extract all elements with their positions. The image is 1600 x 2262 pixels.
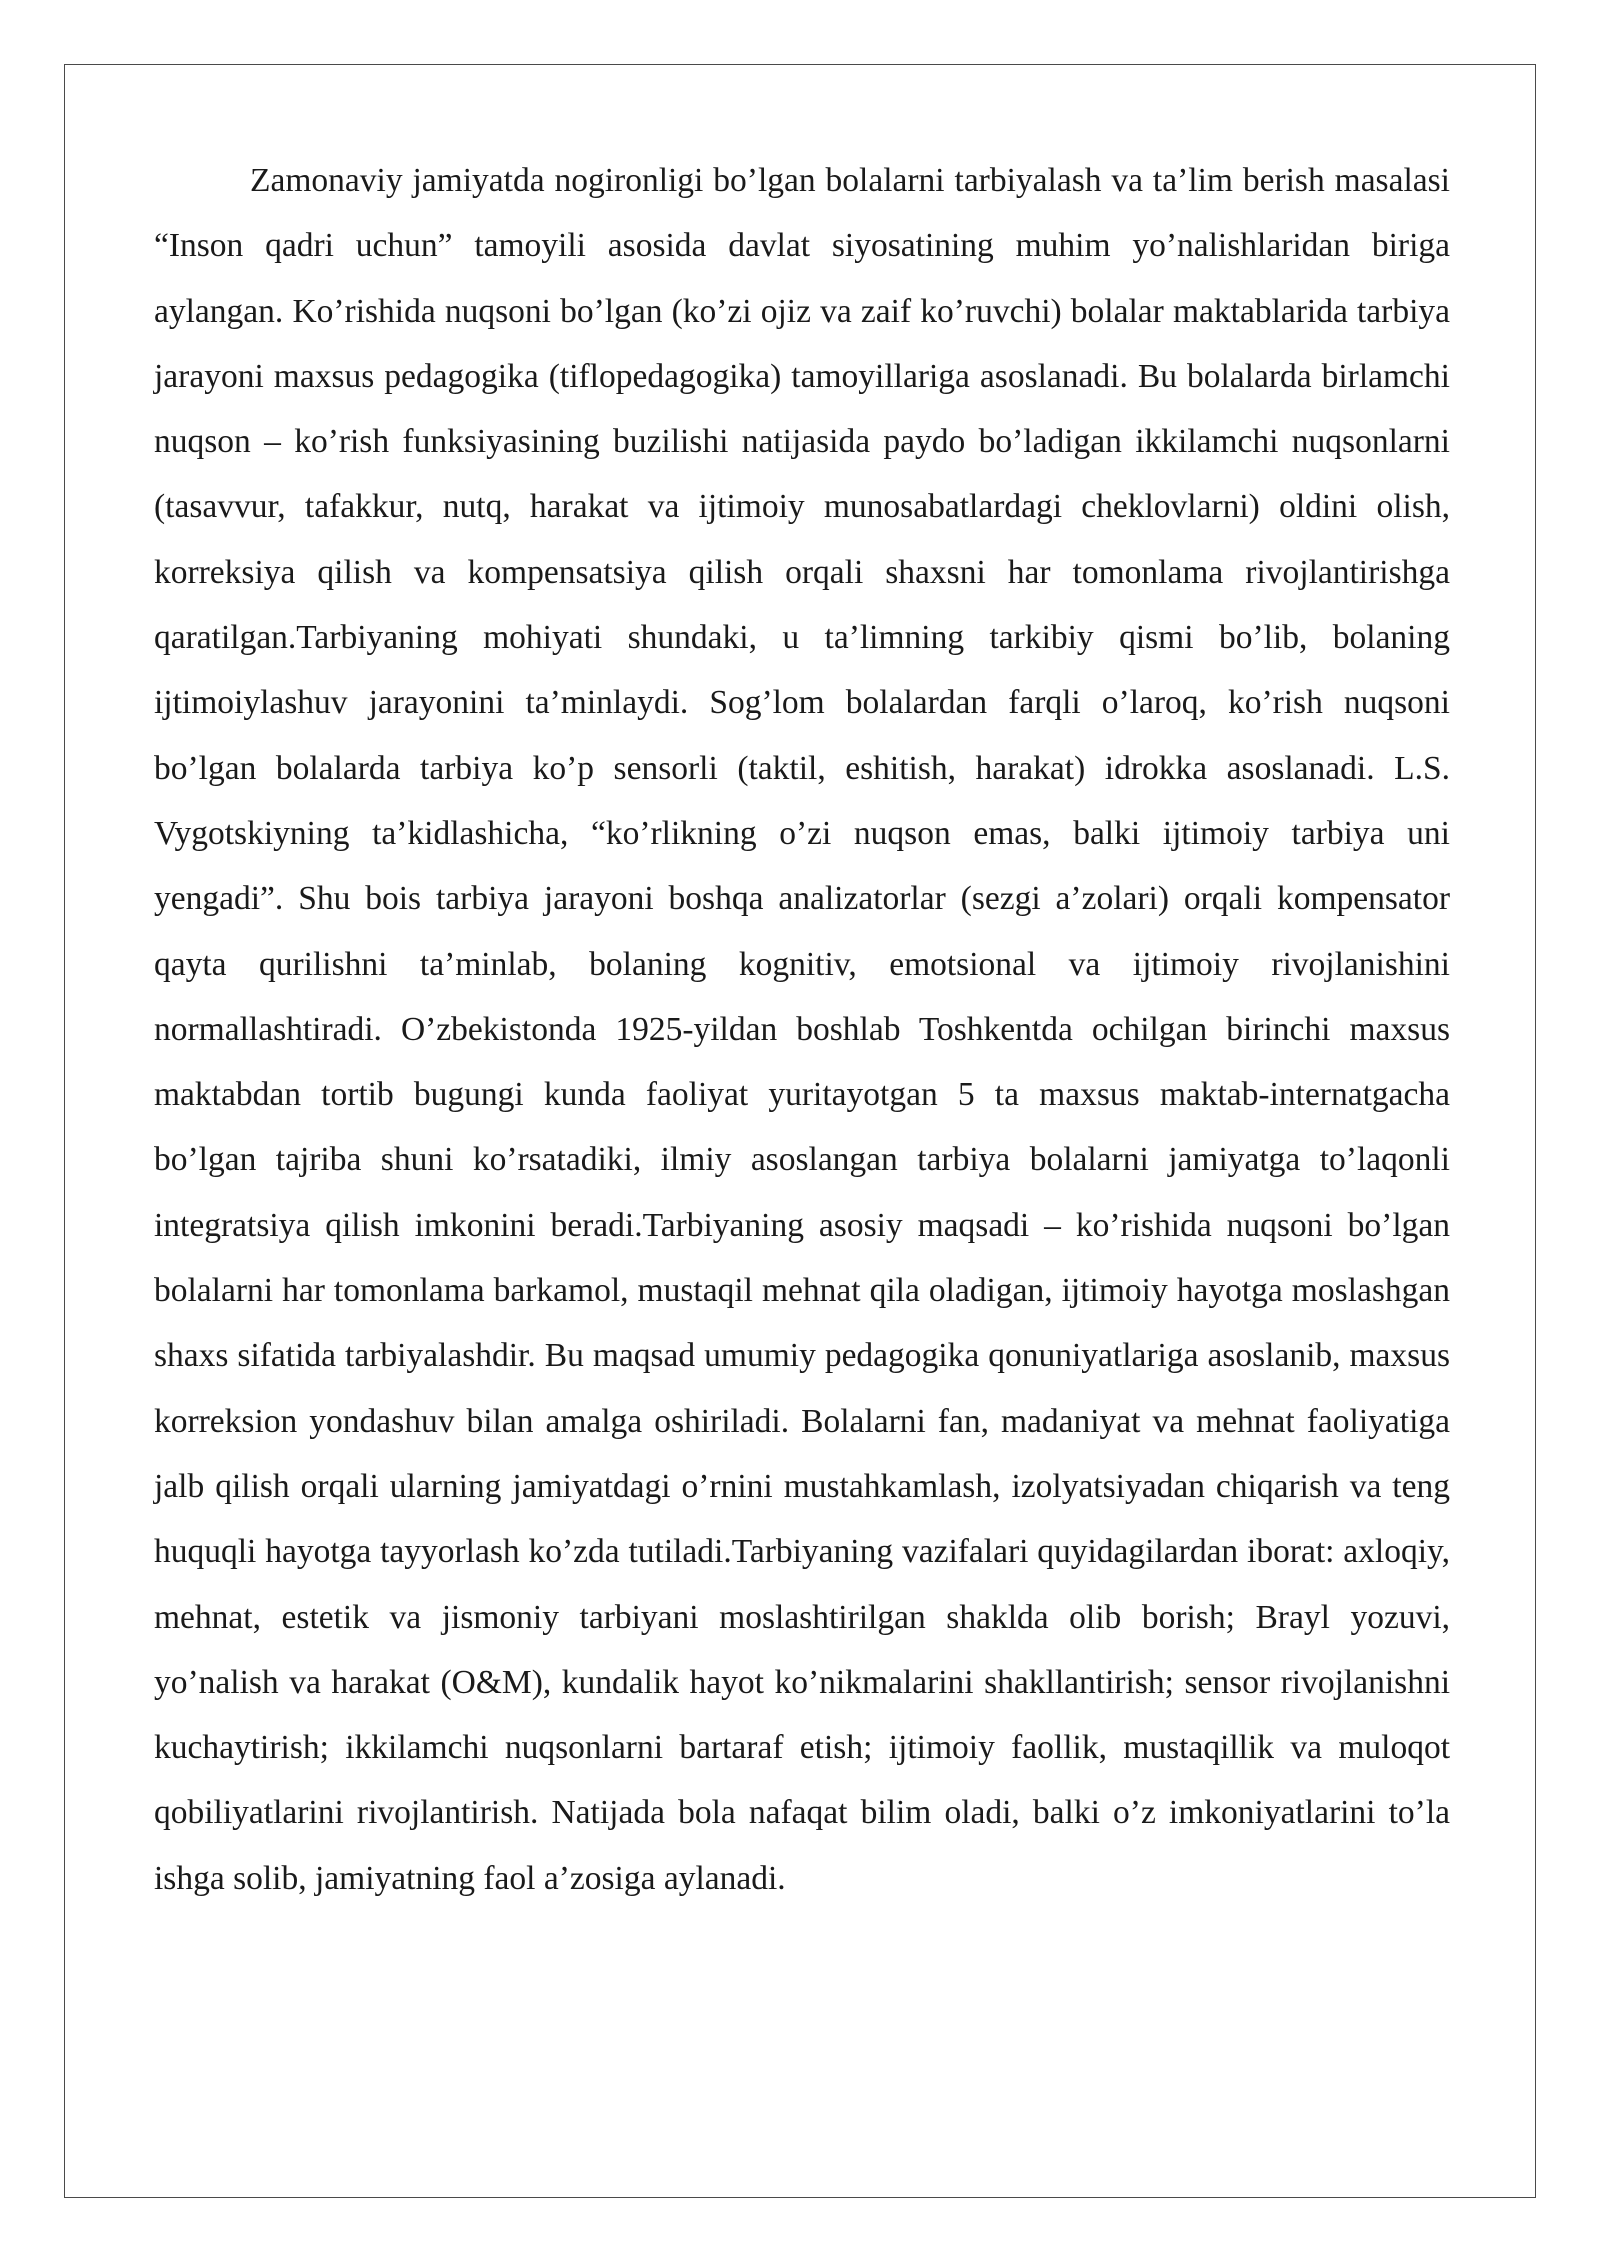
body-paragraph: Zamonaviy jamiyatda nogironligi bo’lgan bolalarni tarbiyalash va ta’lim berish masalasi “Inson qadri uchun” tamoyili asosida davlat siyosatining muhim yo’nalishlaridan biriga aylangan. Ko’rishida nuqsoni bo’lgan (ko’zi ojiz va zaif ko’ruvchi) bolalar maktablarida tarbiya jarayoni maxsus pedagogika (tiflopedagogika) tamoyillariga asoslanadi. Bu bolalarda birlamchi nuqson – ko’rish funksiyasining buzilishi natijasida paydo bo’ladigan ikkilamchi nuqsonlarni (tasavvur, tafakkur, nutq, harakat va ijtimoiy munosabatlardagi cheklovlarni) oldini olish, korreksiya qilish va kompensatsiya qilish orqali shaxsni har tomonlama rivojlantirishga qaratilgan.Tarbiyaning mohiyati shundaki, u ta’limning tarkibiy qismi bo’lib, bolaning ijtimoiylashuv jarayonini ta’minlaydi. Sog’lom bolalardan farqli o’laroq, ko’rish nuqsoni bo’lgan bolalarda tarbiya ko’p sensorli (taktil, eshitish, harakat) idrokka asoslanadi. L.S. Vygotskiyning ta’kidlashicha, “ko’rlikning o’zi nuqson emas, balki ijtimoiy tarbiya uni yengadi”. Shu bois tarbiya jarayoni boshqa analizatorlar (sezgi a’zolari) orqali kompensator qayta qurilishni ta’minlab, bolaning kognitiv, emotsional va ijtimoiy rivojlanishini normallashtiradi. O’zbekistonda 1925-yildan boshlab Toshkentda ochilgan birinchi maxsus maktabdan tortib bugungi kunda faoliyat yuritayotgan 5 ta maxsus maktab-internatgacha bo’lgan tajriba shuni ko’rsatadiki, ilmiy asoslangan tarbiya bolalarni jamiyatga to’laqonli integratsiya qilish imkonini beradi.Tarbiyaning asosiy maqsadi – ko’rishida nuqsoni bo’lgan bolalarni har tomonlama barkamol, mustaqil mehnat qila oladigan, ijtimoiy hayotga moslashgan shaxs sifatida tarbiyalashdir. Bu maqsad umumiy pedagogika qonuniyatlariga asoslanib, maxsus korreksion yondashuv bilan amalga oshiriladi. Bolalarni fan, madaniyat va mehnat faoliyatiga jalb qilish orqali ularning jamiyatdagi o’rnini mustahkamlash, izolyatsiyadan chiqarish va teng huquqli hayotga tayyorlash ko’zda tutiladi.Tarbiyaning vazifalari quyidagilardan iborat: axloqiy, mehnat, estetik va jismoniy tarbiyani moslashtirilgan shaklda olib borish; Brayl yozuvi, yo’nalish va harakat (O&M), kundalik hayot ko’nikmalarini shakllantirish; sensor rivojlanishni kuchaytirish; ikkilamchi nuqsonlarni bartaraf etish; ijtimoiy faollik, mustaqillik va muloqot qobiliyatlarini rivojlantirish. Natijada bola nafaqat bilim oladi, balki o’z imkoniyatlarini to’la ishga solib, jamiyatning faol a’zosiga aylanadi. xyxy=(154,162,1450,1897)
